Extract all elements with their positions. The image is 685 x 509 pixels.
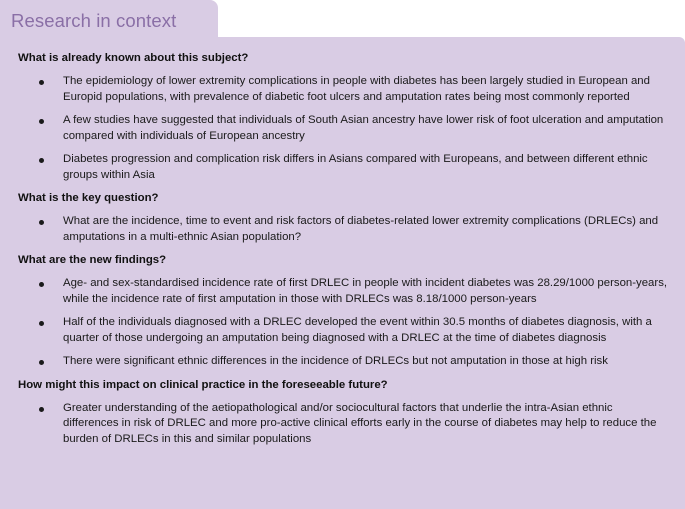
section-key-question: [18, 191, 675, 245]
bullet-text: Half of the individuals diagnosed with a DRLEC developed the event within 30.5 months of diabetes diagnosis, with a quarter of those undergoing an amputation being diagnosed with a DRLEC at the time of diabetes diagnosis: [63, 316, 652, 344]
section-heading: How might this impact on clinical practice in the foreseeable future?: [18, 378, 388, 391]
bullet-dot-icon: [39, 220, 44, 225]
bullet-list: [18, 74, 675, 183]
bullet-item: [18, 401, 675, 448]
bullet-list: [18, 401, 675, 448]
bullet-item: [18, 354, 675, 370]
box-title: Research in context: [11, 10, 177, 31]
bullet-item: [18, 152, 675, 183]
bullet-text: A few studies have suggested that individuals of South Asian ancestry have lower risk of foot ulceration and amputation compared with individuals of European ancestry: [63, 114, 664, 142]
bullet-text: Greater understanding of the aetiopathological and/or sociocultural factors that underlie the intra-Asian ethnic differences in risk of DRLEC and more pro-active clinical efforts early in the course of diabetes may help to reduce the burden of DRLECs in this and similar populations: [63, 401, 657, 445]
bullet-item: [18, 74, 675, 105]
bullet-dot-icon: [39, 360, 44, 365]
bullet-dot-icon: [39, 321, 44, 326]
bullet-item: [18, 113, 675, 144]
bullet-item: [18, 214, 675, 245]
content-panel: [0, 37, 685, 509]
bullet-text: The epidemiology of lower extremity complications in people with diabetes has been largely studied in European and Europid populations, with prevalence of diabetic foot ulcers and amputation rates being most commonly reported: [63, 75, 650, 103]
bullet-text: There were significant ethnic differences in the incidence of DRLECs but not amputation in those at high risk: [63, 355, 608, 367]
section-heading: What is already known about this subject?: [18, 52, 249, 64]
bullet-text: Age- and sex-standardised incidence rate of first DRLEC in people with incident diabetes was 28.29/1000 person-years, while the incidence rate of first amputation in those with DRLECs was 8.18/1000 person-years: [63, 277, 668, 305]
bullet-item: [18, 315, 675, 346]
bullet-list: [18, 276, 675, 370]
bullet-dot-icon: [39, 282, 44, 287]
section-heading: What are the new findings?: [18, 254, 167, 266]
bullet-text: Diabetes progression and complication risk differs in Asians compared with Europeans, and between different ethnic groups within Asia: [63, 153, 648, 181]
bullet-dot-icon: [39, 119, 44, 124]
header-tab: [0, 0, 218, 37]
section-known: [18, 51, 675, 183]
bullet-text: What are the incidence, time to event and risk factors of diabetes-related lower extremity complications (DRLECs) and amputations in a multi-ethnic Asian population?: [63, 215, 659, 243]
section-new-findings: [18, 253, 675, 370]
bullet-dot-icon: [39, 407, 44, 412]
bullet-dot-icon: [39, 158, 44, 163]
bullet-dot-icon: [39, 80, 44, 85]
bullet-list: [18, 214, 675, 245]
section-clinical-impact: [18, 378, 675, 448]
section-heading: What is the key question?: [18, 192, 159, 204]
bullet-item: [18, 276, 675, 307]
